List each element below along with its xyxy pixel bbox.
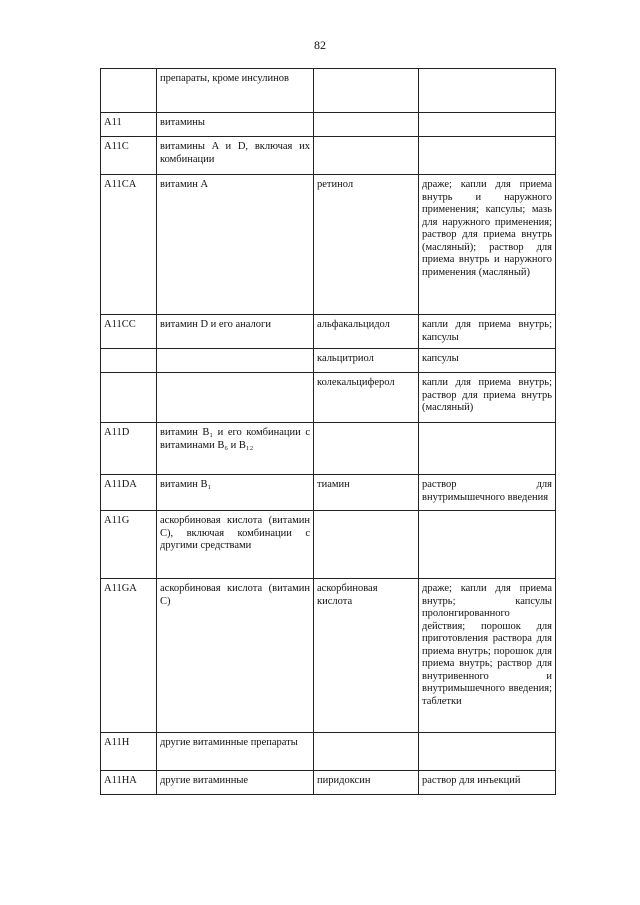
atc-group-name-cell: витамин A: [157, 175, 314, 315]
atc-code-cell: A11CA: [101, 175, 157, 315]
dosage-forms-cell: раствор для инъекций: [419, 771, 556, 795]
dosage-forms-cell: драже; капли для приема внутрь; капсулы пролонгированного действия; порошок для приготовления раствора для приема внутрь; порошок для приема внутрь; раствор для внутривенного и внутримышечного введения; таблетки: [419, 579, 556, 733]
atc-group-name-cell: другие витаминные: [157, 771, 314, 795]
atc-group-name-cell: витамин D и его аналоги: [157, 315, 314, 349]
atc-code-cell: [101, 349, 157, 373]
atc-group-name-cell: препараты, кроме инсулинов: [157, 69, 314, 113]
table-row: [101, 423, 556, 475]
table-row: [101, 349, 556, 373]
inn-cell: тиамин: [314, 475, 419, 511]
atc-group-name-cell: [157, 349, 314, 373]
atc-group-name-cell: витамин B₁ и его комбинации с витаминами B₆ и B₁₂: [157, 423, 314, 475]
dosage-forms-cell: капли для приема внутрь; раствор для приема внутрь (масляный): [419, 373, 556, 423]
atc-group-name-cell: витамины: [157, 113, 314, 137]
inn-cell: [314, 137, 419, 175]
table-row: [101, 579, 556, 733]
dosage-forms-cell: [419, 137, 556, 175]
table-row: [101, 315, 556, 349]
atc-code-cell: A11CC: [101, 315, 157, 349]
drug-classification-table: [100, 68, 556, 795]
atc-code-cell: [101, 69, 157, 113]
inn-cell: альфакальцидол: [314, 315, 419, 349]
table-row: [101, 69, 556, 113]
atc-group-name-cell: аскорбиновая кислота (витамин C), включая комбинации с другими средствами: [157, 511, 314, 579]
atc-code-cell: A11D: [101, 423, 157, 475]
dosage-forms-cell: капли для приема внутрь; капсулы: [419, 315, 556, 349]
inn-cell: [314, 511, 419, 579]
dosage-forms-cell: [419, 69, 556, 113]
dosage-forms-cell: драже; капли для приема внутрь и наружного применения; капсулы; мазь для наружного применения; раствор для приема внутрь (масляный); раствор для приема внутрь и наружного применения (масляный): [419, 175, 556, 315]
atc-group-name-cell: [157, 373, 314, 423]
page-number: 82: [314, 38, 326, 52]
atc-code-cell: [101, 373, 157, 423]
atc-group-name-cell: аскорбиновая кислота (витамин C): [157, 579, 314, 733]
atc-group-name-cell: витамины A и D, включая их комбинации: [157, 137, 314, 175]
atc-code-cell: A11DA: [101, 475, 157, 511]
table-row: [101, 373, 556, 423]
atc-code-cell: A11H: [101, 733, 157, 771]
atc-group-name-cell: другие витаминные препараты: [157, 733, 314, 771]
atc-group-name-cell: витамин B₁: [157, 475, 314, 511]
dosage-forms-cell: [419, 511, 556, 579]
inn-cell: [314, 113, 419, 137]
table-row: [101, 137, 556, 175]
inn-cell: колекальциферол: [314, 373, 419, 423]
atc-code-cell: A11G: [101, 511, 157, 579]
table-row: [101, 113, 556, 137]
inn-cell: аскорбиновая кислота: [314, 579, 419, 733]
inn-cell: пиридоксин: [314, 771, 419, 795]
inn-cell: кальцитриол: [314, 349, 419, 373]
inn-cell: [314, 69, 419, 113]
inn-cell: [314, 423, 419, 475]
dosage-forms-cell: [419, 423, 556, 475]
dosage-forms-cell: раствор для внутримышечного введения: [419, 475, 556, 511]
inn-cell: ретинол: [314, 175, 419, 315]
inn-cell: [314, 733, 419, 771]
atc-code-cell: A11HA: [101, 771, 157, 795]
atc-code-cell: A11C: [101, 137, 157, 175]
table-row: [101, 475, 556, 511]
atc-code-cell: A11GA: [101, 579, 157, 733]
atc-code-cell: A11: [101, 113, 157, 137]
dosage-forms-cell: капсулы: [419, 349, 556, 373]
dosage-forms-cell: [419, 733, 556, 771]
table-row: [101, 175, 556, 315]
table-row: [101, 511, 556, 579]
table-row: [101, 771, 556, 795]
table-row: [101, 733, 556, 771]
dosage-forms-cell: [419, 113, 556, 137]
